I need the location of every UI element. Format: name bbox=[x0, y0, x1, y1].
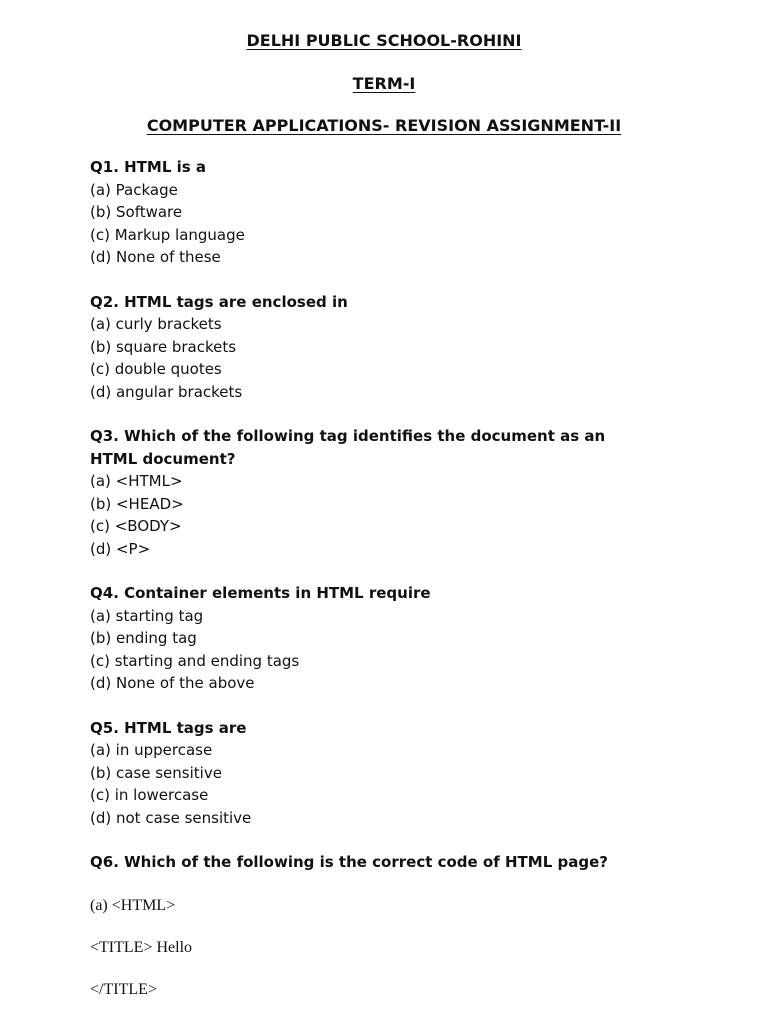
question-4 bbox=[90, 582, 650, 695]
option-c: (c) in lowercase bbox=[90, 786, 209, 804]
question-2 bbox=[90, 291, 650, 404]
question-text: Q6. Which of the following is the correct code of HTML page? bbox=[90, 853, 608, 871]
option-a: (a) starting tag bbox=[90, 606, 204, 625]
question-text: Q1. HTML is a bbox=[90, 158, 207, 176]
code-line: (a) <HTML> bbox=[90, 896, 176, 914]
question-text: Q4. Container elements in HTML require bbox=[90, 584, 431, 602]
question-3 bbox=[90, 425, 650, 560]
question-text: Q3. Which of the following tag identifies the document as an HTML document? bbox=[90, 427, 606, 468]
option-d: (d) None of the above bbox=[90, 674, 255, 692]
option-c: (c) <BODY> bbox=[90, 517, 182, 535]
option-c: (c) double quotes bbox=[90, 360, 222, 378]
option-a: (a) Package bbox=[90, 180, 178, 199]
option-a: (a) in uppercase bbox=[90, 741, 213, 759]
option-d: (d) not case sensitive bbox=[90, 808, 252, 827]
option-a: (a) curly brackets bbox=[90, 315, 222, 333]
code-line: </TITLE> bbox=[90, 980, 157, 998]
option-a: (a) <HTML> bbox=[90, 472, 183, 490]
term-heading: TERM-I bbox=[352, 74, 416, 93]
question-text: Q2. HTML tags are enclosed in bbox=[90, 292, 348, 311]
option-b: (b) case sensitive bbox=[90, 763, 222, 782]
question-5 bbox=[90, 717, 650, 830]
option-c: (c) starting and ending tags bbox=[90, 651, 300, 670]
question-list bbox=[90, 156, 650, 1000]
question-6 bbox=[90, 851, 650, 1000]
option-c: (c) Markup language bbox=[90, 225, 245, 244]
option-b: (b) ending tag bbox=[90, 629, 197, 647]
code-line: <TITLE> Hello bbox=[90, 938, 193, 956]
option-b: (b) Software bbox=[90, 203, 183, 221]
option-b: (b) <HEAD> bbox=[90, 494, 184, 513]
option-d: (d) angular brackets bbox=[90, 382, 243, 401]
question-1 bbox=[90, 156, 650, 269]
assignment-heading: COMPUTER APPLICATIONS- REVISION ASSIGNMENT-II bbox=[146, 116, 622, 135]
option-b: (b) square brackets bbox=[90, 337, 237, 356]
school-heading: DELHI PUBLIC SCHOOL-ROHINI bbox=[246, 31, 522, 50]
option-d: (d) <P> bbox=[90, 539, 151, 558]
option-d: (d) None of these bbox=[90, 248, 221, 266]
question-text: Q5. HTML tags are bbox=[90, 718, 247, 737]
